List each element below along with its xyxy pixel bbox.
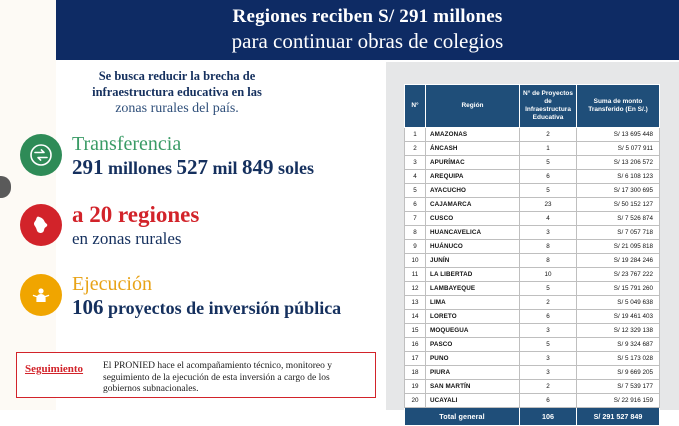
table-cell-proyectos: 2 [520,128,577,142]
table-row [405,282,660,296]
table-row [405,156,660,170]
table-cell-numero: 8 [405,226,426,240]
table-cell-monto: S/ 7 539 177 [577,380,660,394]
table-cell-monto: S/ 5 049 638 [577,296,660,310]
intro-line-1: Se busca reducir la brecha de [98,69,256,83]
table-cell-proyectos: 6 [520,394,577,408]
table-row [405,128,660,142]
table-cell-proyectos: 23 [520,198,577,212]
table-cell-proyectos: 5 [520,184,577,198]
header-title-line2: para continuar obras de colegios [231,29,504,53]
stat-regiones-subtitle: en zonas rurales [72,229,182,248]
table-row [405,198,660,212]
table-cell-monto: S/ 12 329 138 [577,324,660,338]
table-cell-region: PIURA [426,366,520,380]
table-row [405,324,660,338]
table-row [405,254,660,268]
table-row [405,226,660,240]
table-cell-monto: S/ 6 108 123 [577,170,660,184]
table-cell-numero: 1 [405,128,426,142]
table-cell-proyectos: 8 [520,240,577,254]
table-cell-region: AREQUIPA [426,170,520,184]
table-cell-region: LIMA [426,296,520,310]
stat-ejecucion-value [72,296,386,319]
table-row [405,240,660,254]
table-row [405,338,660,352]
table-cell-proyectos: 6 [520,170,577,184]
table-row [405,310,660,324]
header-title-line1 [56,0,679,28]
stat-transferencia-title: Transferencia [72,133,182,155]
table-cell-proyectos: 4 [520,212,577,226]
table-cell-proyectos: 2 [520,380,577,394]
seguimiento-note [16,352,376,398]
table-cell-region: CUSCO [426,212,520,226]
table-cell-proyectos: 1 [520,142,577,156]
table-cell-numero: 9 [405,240,426,254]
table-cell-numero: 15 [405,324,426,338]
table-cell-region: CAJAMARCA [426,198,520,212]
table-body [405,128,660,426]
seguimiento-tag: Seguimiento [25,363,84,375]
table-cell-numero: 13 [405,296,426,310]
table-cell-numero: 12 [405,282,426,296]
stat-ejecucion [6,272,386,328]
table-cell-region: PASCO [426,338,520,352]
transferencia-number-mil: 527 [176,155,209,179]
table-cell-proyectos: 2 [520,296,577,310]
table-cell-monto: S/ 13 206 572 [577,156,660,170]
table-cell-proyectos: 8 [520,254,577,268]
transferencia-number-soles: 849 [242,155,274,179]
table-cell-numero: 14 [405,310,426,324]
table-cell-monto: S/ 19 284 246 [577,254,660,268]
transferencia-number-millones: 291 [72,155,104,179]
table-cell-monto: S/ 17 300 695 [577,184,660,198]
execution-icon [20,274,62,316]
intro-line-2: infraestructura educativa en las [92,85,262,99]
table-row [405,296,660,310]
seguimiento-text: El PRONIED hace el acompañamiento técnico, monitoreo y seguimiento de la ejecución de esta inversión a cargo de los gobiernos subnacionales. [103,361,332,394]
table-cell-numero: 3 [405,156,426,170]
table-cell-region: SAN MARTÍN [426,380,520,394]
header-region: Región [426,85,520,128]
table-cell-region: HUÁNUCO [426,240,520,254]
table-cell-monto: S/ 7 526 874 [577,212,660,226]
table-row [405,366,660,380]
table-cell-proyectos: 5 [520,282,577,296]
table-row [405,352,660,366]
table-cell-monto: S/ 22 916 159 [577,394,660,408]
table-header-row [405,85,660,128]
table-cell-region: JUNÍN [426,254,520,268]
table-cell-numero: 4 [405,170,426,184]
table-cell-monto: S/ 19 461 403 [577,310,660,324]
table-row [405,212,660,226]
table-head [405,85,660,128]
stat-regiones [6,202,386,258]
table-cell-numero: 16 [405,338,426,352]
header-proyectos: N° de Proyectos de Infraestructura Educativa [520,85,577,128]
table-row [405,394,660,408]
table-cell-numero: 18 [405,366,426,380]
header-title-prefix: Regiones reciben [232,6,379,27]
table-cell-region: MOQUEGUA [426,324,520,338]
regions-table [404,84,660,426]
table-cell-monto: S/ 7 057 718 [577,226,660,240]
table-cell-proyectos: 10 [520,268,577,282]
table-cell-monto: S/ 15 791 260 [577,282,660,296]
table-cell-region: UCAYALI [426,394,520,408]
table-cell-proyectos: 5 [520,338,577,352]
intro-text [12,68,342,118]
table-cell-monto: S/ 5 077 911 [577,142,660,156]
total-label: Total general [405,408,520,426]
table-cell-monto: S/ 9 669 205 [577,366,660,380]
table-cell-proyectos: 6 [520,310,577,324]
table-cell-monto: S/ 50 152 127 [577,198,660,212]
table-cell-proyectos: 3 [520,352,577,366]
header-banner [56,0,679,60]
table-row [405,170,660,184]
stat-transferencia-value [72,156,386,179]
table-cell-region: AYACUCHO [426,184,520,198]
transferencia-label-soles: soles [273,158,315,178]
header-monto: Suma de monto Transferido (En S/.) [577,85,660,128]
table-cell-proyectos: 3 [520,324,577,338]
table-cell-monto: S/ 5 173 028 [577,352,660,366]
table-cell-numero: 20 [405,394,426,408]
table-cell-numero: 10 [405,254,426,268]
total-monto: S/ 291 527 849 [577,408,660,426]
table-cell-numero: 2 [405,142,426,156]
table-cell-numero: 11 [405,268,426,282]
table-panel [386,62,679,421]
table-cell-monto: S/ 13 695 448 [577,128,660,142]
table-cell-proyectos: 3 [520,366,577,380]
header-numero: N° [405,85,426,128]
table-cell-numero: 17 [405,352,426,366]
transferencia-label-millones: millones [103,158,177,178]
transfer-icon [20,134,62,176]
table-cell-region: HUANCAVELICA [426,226,520,240]
header-title-amount: S/ 291 millones [378,6,503,27]
stat-ejecucion-title: Ejecución [72,273,152,295]
intro-line-3: zonas rurales del país. [115,101,239,116]
ejecucion-label: proyectos de inversión pública [103,298,342,318]
table-cell-region: AMAZONAS [426,128,520,142]
left-content-column [6,68,386,328]
table-row [405,380,660,394]
table-cell-proyectos: 5 [520,156,577,170]
transferencia-label-mil: mil [208,158,243,178]
table-cell-numero: 7 [405,212,426,226]
table-cell-numero: 19 [405,380,426,394]
total-proyectos: 106 [520,408,577,426]
table-cell-numero: 6 [405,198,426,212]
table-cell-monto: S/ 9 324 687 [577,338,660,352]
table-cell-monto: S/ 21 095 818 [577,240,660,254]
table-cell-proyectos: 3 [520,226,577,240]
table-cell-region: APURÍMAC [426,156,520,170]
stat-transferencia [6,132,386,188]
table-cell-region: LAMBAYEQUE [426,282,520,296]
map-peru-icon [20,204,62,246]
table-row [405,184,660,198]
table-cell-numero: 5 [405,184,426,198]
table-row [405,142,660,156]
table-row [405,268,660,282]
table-cell-region: ÁNCASH [426,142,520,156]
stat-regiones-title: a 20 regiones [72,202,200,227]
table-cell-region: LORETO [426,310,520,324]
table-cell-region: PUNO [426,352,520,366]
table-cell-region: LA LIBERTAD [426,268,520,282]
table-cell-monto: S/ 23 767 222 [577,268,660,282]
ejecucion-number: 106 [72,295,104,319]
table-total-row [405,408,660,426]
